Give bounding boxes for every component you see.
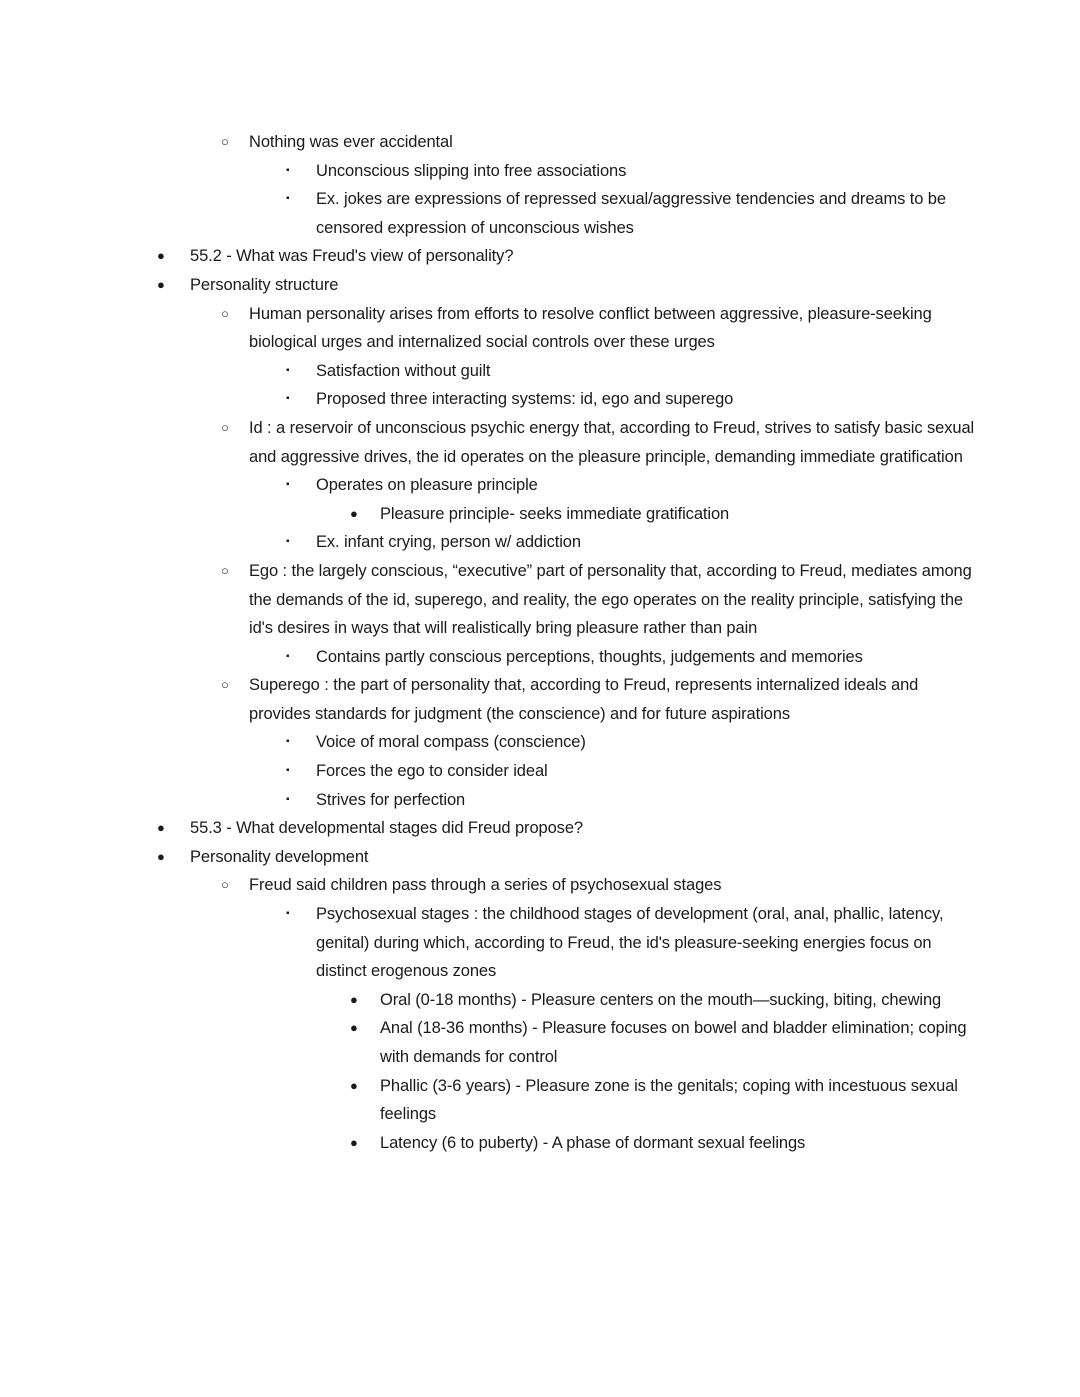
list-item-text: Human personality arises from efforts to resolve conflict between aggressive, pleasure-seeking biological urges and internalized social controls over these urges bbox=[249, 304, 932, 352]
list-item bbox=[0, 471, 1080, 500]
list-item-text: Proposed three interacting systems: id, ego and superego bbox=[316, 390, 734, 409]
bullet-square-icon: ▪ bbox=[286, 908, 290, 920]
list-item-text: Operates on pleasure principle bbox=[316, 476, 538, 495]
bullet-square-icon: ▪ bbox=[286, 393, 290, 405]
list-item-text: Personality structure bbox=[190, 275, 339, 294]
list-item bbox=[0, 1014, 1080, 1071]
list-item-text: Voice of moral compass (conscience) bbox=[316, 733, 586, 752]
list-item-text: Pleasure principle- seeks immediate gratification bbox=[380, 504, 730, 523]
bullet-square-icon: ▪ bbox=[286, 650, 290, 662]
bullet-circle-icon: ○ bbox=[221, 305, 229, 321]
bullet-square-icon: ▪ bbox=[286, 164, 290, 176]
list-item bbox=[0, 271, 1080, 300]
list-item bbox=[0, 500, 1080, 529]
list-item-text: Superego : the part of personality that, according to Freud, represents internalized ideals and provides standards for judgment (the conscience) and for future aspirations bbox=[249, 676, 919, 723]
list-item bbox=[0, 1129, 1080, 1158]
list-item bbox=[0, 185, 1080, 242]
list-item-text: Ex. jokes are expressions of repressed sexual/aggressive tendencies and dreams to be censored expression of unconscious wishes bbox=[316, 190, 946, 237]
list-item bbox=[0, 986, 1080, 1015]
list-item bbox=[0, 643, 1080, 672]
list-item-text: Phallic (3-6 years) - Pleasure zone is the genitals; coping with incestuous sexual feelings bbox=[380, 1076, 958, 1124]
outline-list bbox=[0, 128, 1080, 1157]
list-item-text: Ex. infant crying, person w/ addiction bbox=[316, 533, 581, 552]
list-item-text: Id : a reservoir of unconscious psychic energy that, according to Freud, strives to satisfy basic sexual and aggressive drives, the id operates on the pleasure principle, demanding immediate gratification bbox=[249, 418, 975, 466]
list-item-text: Anal (18-36 months) - Pleasure focuses on bowel and bladder elimination; coping with demands for control bbox=[380, 1019, 967, 1066]
bullet-circle-icon: ○ bbox=[221, 877, 229, 893]
list-item bbox=[0, 871, 1080, 900]
list-item bbox=[0, 414, 1080, 471]
bullet-disc-icon: ● bbox=[350, 1077, 358, 1093]
list-item bbox=[0, 157, 1080, 186]
bullet-square-icon: ▪ bbox=[286, 479, 290, 491]
bullet-disc-icon: ● bbox=[157, 276, 165, 292]
bullet-disc-icon: ● bbox=[350, 1020, 358, 1036]
bullet-disc-icon: ● bbox=[350, 1134, 358, 1150]
list-item bbox=[0, 557, 1080, 643]
list-item bbox=[0, 357, 1080, 386]
bullet-circle-icon: ○ bbox=[221, 677, 229, 693]
bullet-square-icon: ▪ bbox=[286, 736, 290, 748]
list-item bbox=[0, 757, 1080, 786]
bullet-square-icon: ▪ bbox=[286, 765, 290, 777]
list-item bbox=[0, 528, 1080, 557]
list-item-text: Freud said children pass through a series of psychosexual stages bbox=[249, 876, 722, 895]
bullet-disc-icon: ● bbox=[157, 820, 165, 836]
list-item-text: Psychosexual stages : the childhood stages of development (oral, anal, phallic, latency, genital) during which, according to Freud, the id's pleasure-seeking energies focus on distinct erogenous zones bbox=[316, 905, 944, 981]
bullet-disc-icon: ● bbox=[157, 848, 165, 864]
list-item-text: Strives for perfection bbox=[316, 790, 466, 809]
bullet-square-icon: ▪ bbox=[286, 193, 290, 205]
list-item bbox=[0, 1072, 1080, 1129]
list-item-text: Latency (6 to puberty) - A phase of dormant sexual feelings bbox=[380, 1133, 806, 1152]
bullet-square-icon: ▪ bbox=[286, 364, 290, 376]
list-item-text: Forces the ego to consider ideal bbox=[316, 762, 548, 781]
list-item bbox=[0, 671, 1080, 728]
bullet-disc-icon: ● bbox=[157, 248, 165, 264]
list-item-text: Satisfaction without guilt bbox=[316, 361, 491, 380]
list-item bbox=[0, 242, 1080, 271]
bullet-circle-icon: ○ bbox=[221, 419, 229, 435]
list-item bbox=[0, 385, 1080, 414]
list-item bbox=[0, 786, 1080, 815]
list-item-text: Nothing was ever accidental bbox=[249, 133, 453, 151]
bullet-circle-icon: ○ bbox=[221, 562, 229, 578]
list-item bbox=[0, 300, 1080, 357]
bullet-square-icon: ▪ bbox=[286, 793, 290, 805]
list-item bbox=[0, 843, 1080, 872]
list-item-text: 55.2 - What was Freud's view of personality? bbox=[190, 247, 514, 266]
bullet-circle-icon: ○ bbox=[221, 134, 229, 149]
bullet-disc-icon: ● bbox=[350, 505, 358, 521]
list-item bbox=[0, 728, 1080, 757]
list-item-text: 55.3 - What developmental stages did Freud propose? bbox=[190, 819, 583, 838]
list-item-text: Ego : the largely conscious, “executive” part of personality that, according to Freud, mediates among the demands of the id, superego, and reality, the ego operates on the reality principle, satisfying the id's desires in ways that will realistically bring pleasure rather than pain bbox=[249, 561, 972, 638]
list-item bbox=[0, 814, 1080, 843]
list-item bbox=[0, 900, 1080, 986]
bullet-disc-icon: ● bbox=[350, 991, 358, 1007]
list-item bbox=[0, 128, 1080, 157]
list-item-text: Unconscious slipping into free associations bbox=[316, 161, 627, 180]
list-item-text: Personality development bbox=[190, 847, 369, 866]
list-item-text: Oral (0-18 months) - Pleasure centers on the mouth—sucking, biting, chewing bbox=[380, 990, 942, 1009]
bullet-square-icon: ▪ bbox=[286, 536, 290, 548]
list-item-text: Contains partly conscious perceptions, thoughts, judgements and memories bbox=[316, 647, 863, 666]
